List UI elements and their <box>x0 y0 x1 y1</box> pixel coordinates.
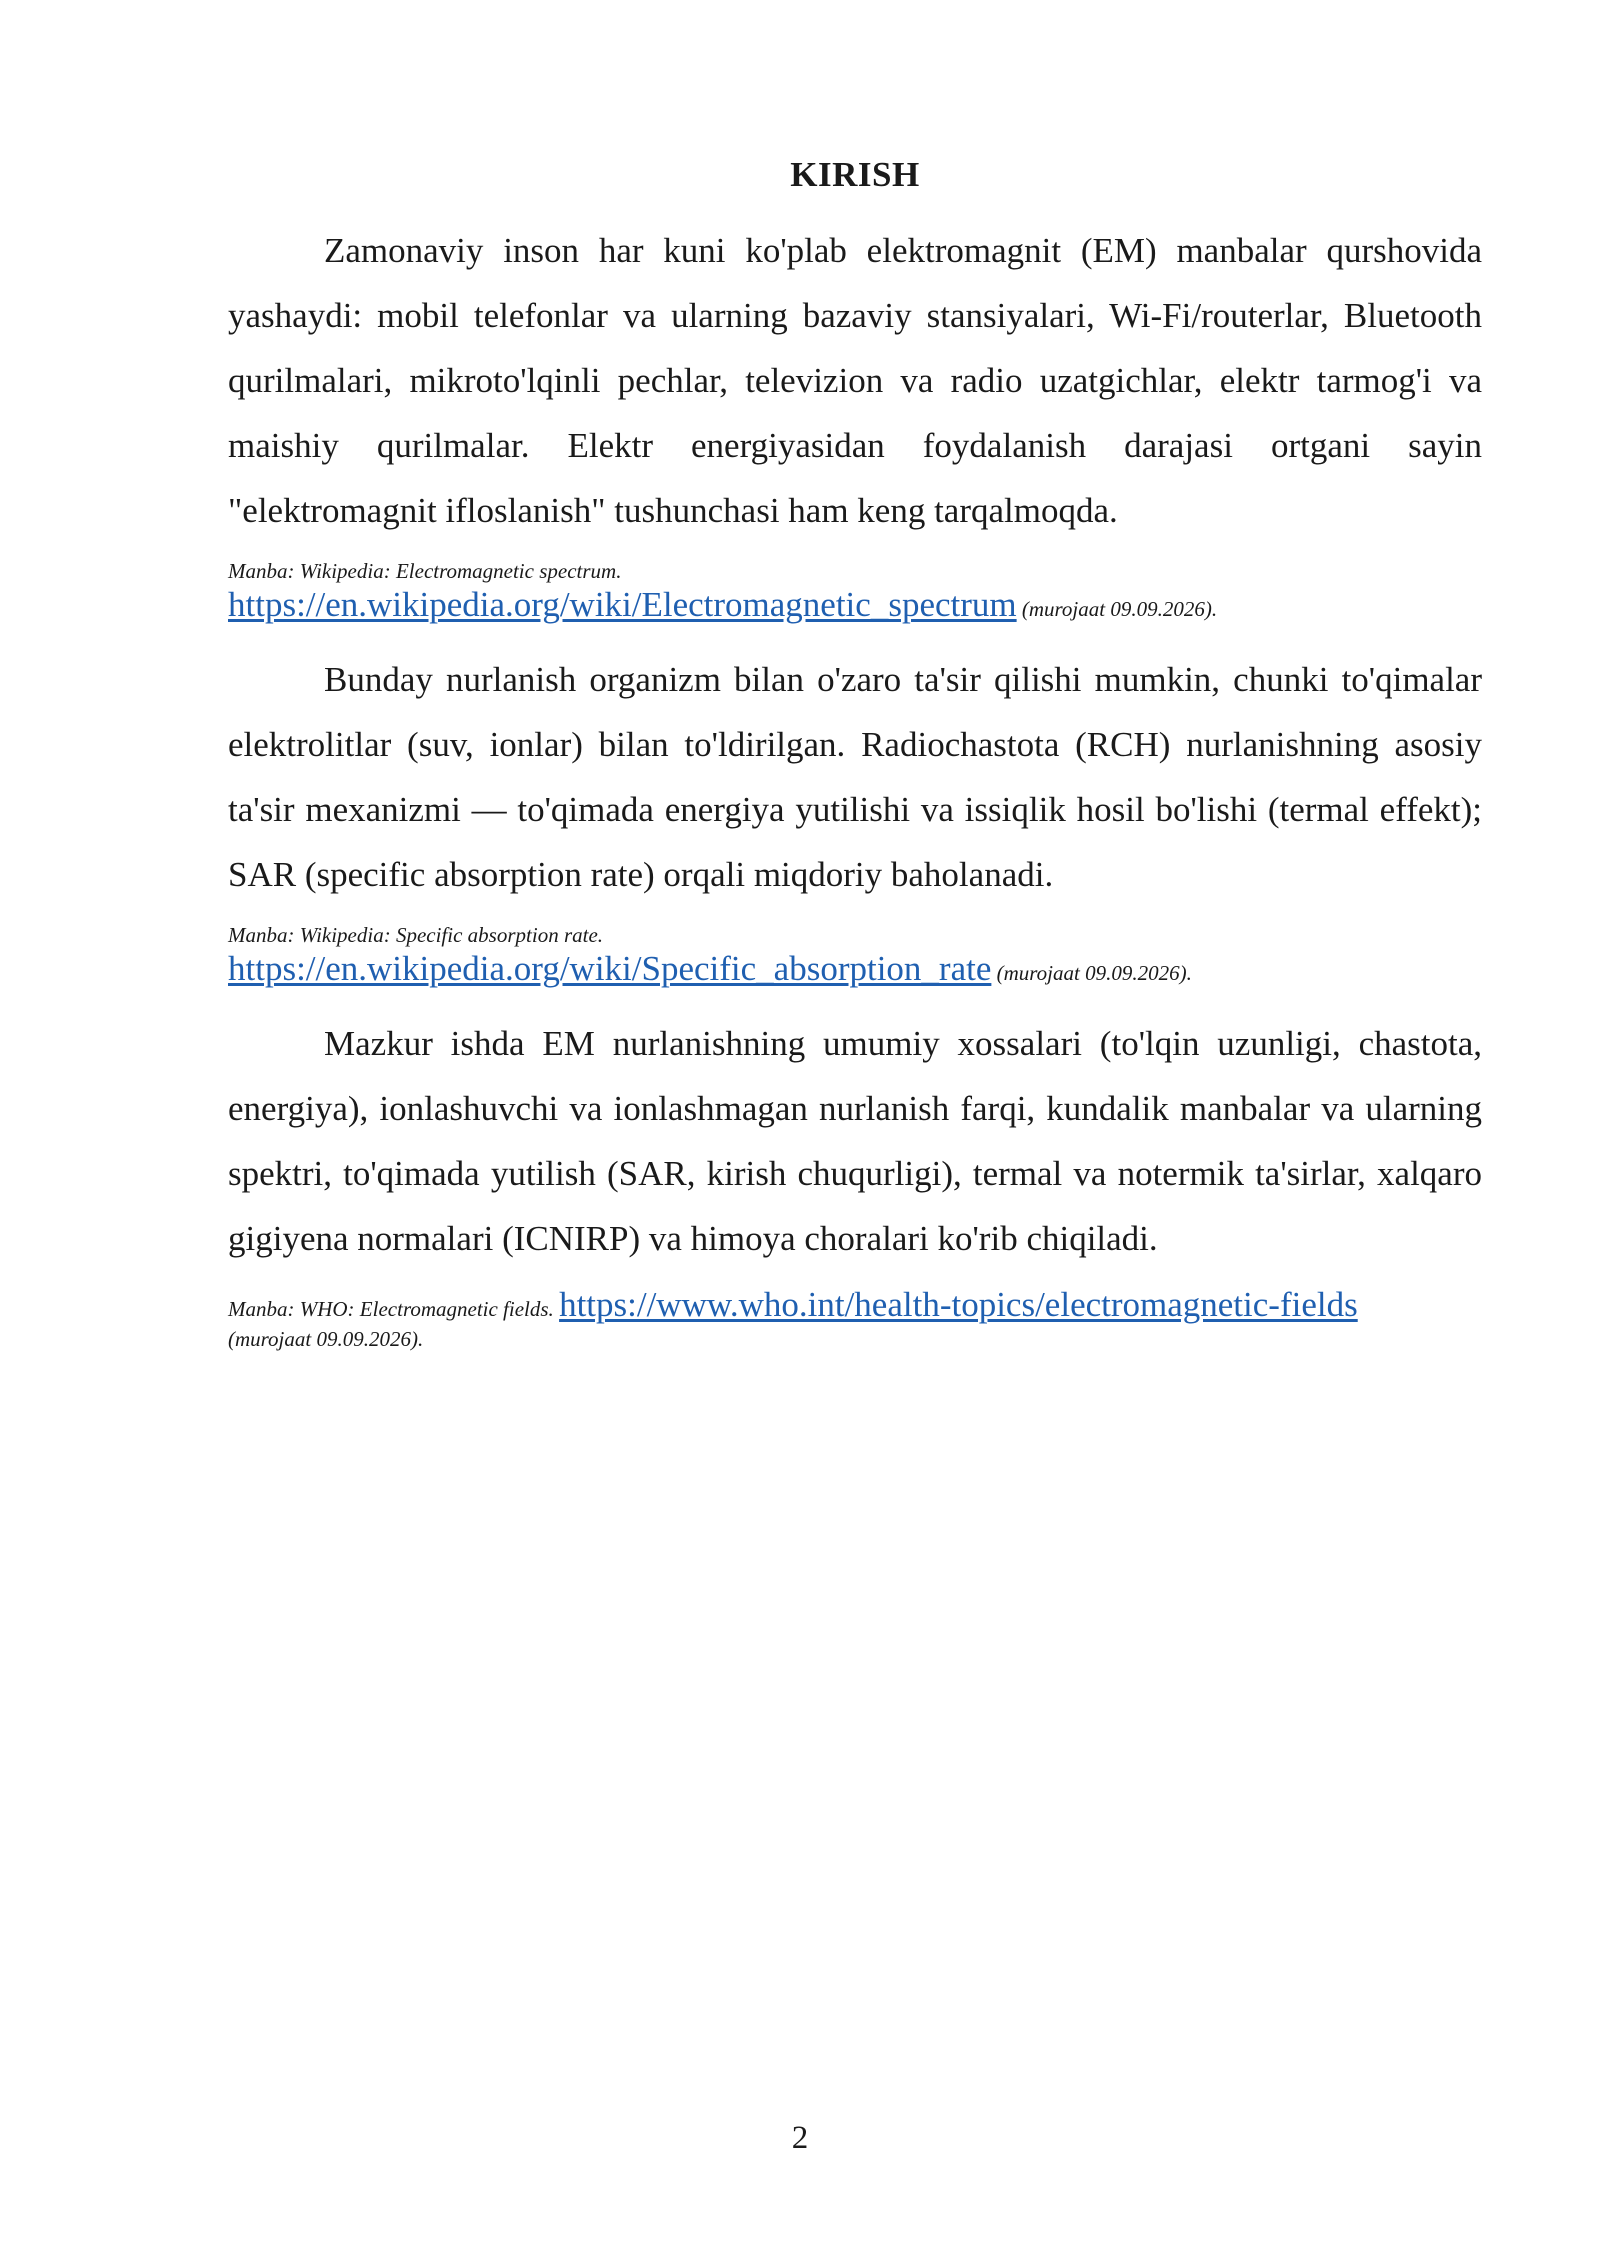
section-title: KIRISH <box>790 155 920 194</box>
source-access-date: (murojaat 09.09.2026). <box>228 1327 424 1351</box>
source-citation-3 <box>228 1285 1482 1353</box>
source-link[interactable]: https://www.who.int/health-topics/electromagnetic-fields <box>559 1285 1358 1324</box>
paragraph-2: Bunday nurlanish organizm bilan o'zaro ta'sir qilishi mumkin, chunki to'qimalar elektrolitlar (suv, ionlar) bilan to'ldirilgan. Radiochastota (RCH) nurlanishning asosiy ta'sir mexanizmi — to'qimada energiya yutilishi va issiqlik hosil bo'lishi (termal effekt); SAR (specific absorption rate) orqali miqdoriy baholanadi. <box>228 660 1482 894</box>
source-lead: Manba: Wikipedia: Specific absorption rate. <box>228 923 604 947</box>
source-lead: Manba: WHO: Electromagnetic fields. <box>228 1297 554 1321</box>
source-citation-2 <box>228 921 1482 989</box>
source-lead: Manba: Wikipedia: Electromagnetic spectrum. <box>228 559 622 583</box>
page-number: 2 <box>791 2120 809 2156</box>
source-access-date: (murojaat 09.09.2026). <box>996 961 1192 985</box>
paragraph-3: Mazkur ishda EM nurlanishning umumiy xossalari (to'lqin uzunligi, chastota, energiya), ionlashuvchi va ionlashmagan nurlanish farqi, kundalik manbalar va ularning spektri, to'qimada yutilish (SAR, kirish chuqurligi), termal va notermik ta'sirlar, xalqaro gigiyena normalari (ICNIRP) va himoya choralari ko'rib chiqiladi. <box>228 1024 1482 1258</box>
source-link[interactable]: https://en.wikipedia.org/wiki/Electromagnetic_spectrum <box>228 585 1017 624</box>
page-content <box>228 148 1482 1375</box>
source-link[interactable]: https://en.wikipedia.org/wiki/Specific_absorption_rate <box>228 949 992 988</box>
source-citation-1 <box>228 557 1482 625</box>
source-access-date: (murojaat 09.09.2026). <box>1021 597 1218 621</box>
paragraph-1: Zamonaviy inson har kuni ko'plab elektromagnit (EM) manbalar qurshovida yashaydi: mobil telefonlar va ularning bazaviy stansiyalari, Wi-Fi/routerlar, Bluetooth qurilmalari, mikroto'lqinli pechlar, televizion va radio uzatgichlar, elektr tarmog'i va maishiy qurilmalar. Elektr energiyasidan foydalanish darajasi ortgani sayin "elektromagnit ifloslanish" tushunchasi ham keng tarqalmoqda. <box>228 231 1482 530</box>
